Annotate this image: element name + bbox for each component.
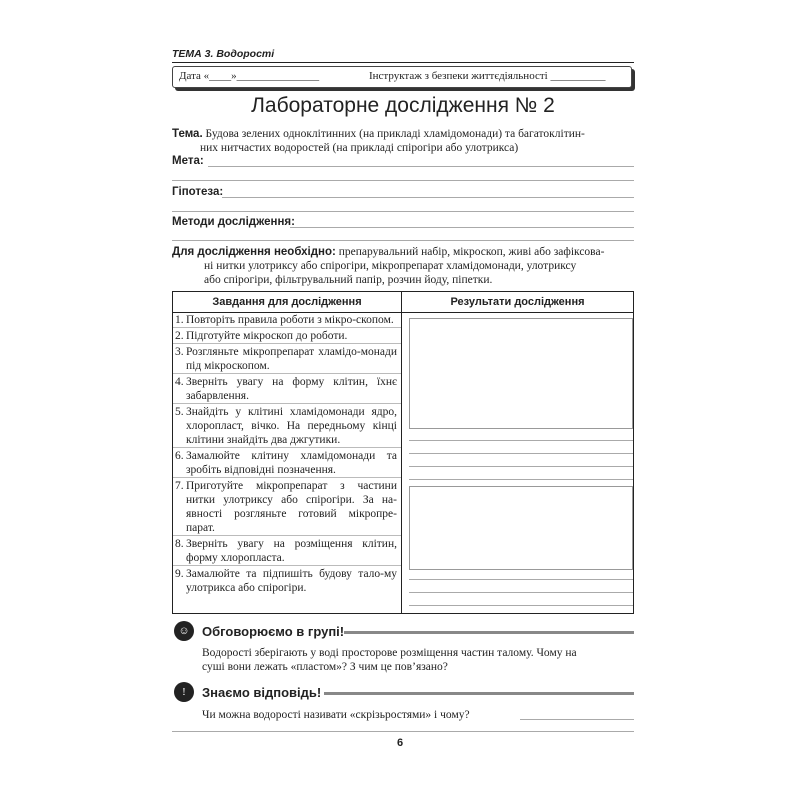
results-cell xyxy=(402,313,634,614)
page-title: Лабораторне дослідження № 2 xyxy=(251,94,555,117)
task-item xyxy=(173,479,401,536)
page-number: 6 xyxy=(396,737,404,749)
drawing-box-chlamydomonas[interactable] xyxy=(409,318,633,429)
task-number: 1. xyxy=(175,314,184,326)
result-line[interactable] xyxy=(409,592,633,593)
discuss-bar xyxy=(344,631,634,634)
result-line[interactable] xyxy=(409,479,633,480)
know-question: Чи можна водорості називати «скрізьростями» і чому? xyxy=(202,709,470,721)
result-line[interactable] xyxy=(409,440,633,441)
know-bar xyxy=(324,692,634,695)
task-item xyxy=(173,375,401,404)
result-line[interactable] xyxy=(409,605,633,606)
know-title: Знаємо відповідь! xyxy=(202,685,322,700)
info-box xyxy=(172,66,632,88)
know-answer-line-1[interactable] xyxy=(520,719,634,720)
task-number: 8. xyxy=(175,538,184,550)
equipment-line1: препарувальний набір, мікроскоп, живі або зафіксова- xyxy=(335,246,605,258)
task-item xyxy=(173,345,401,374)
hypothesis-line-2[interactable] xyxy=(172,211,634,212)
know-answer-line-2[interactable] xyxy=(172,731,634,732)
equipment-label: Для дослідження необхідно: xyxy=(172,246,336,258)
tasks-column-header: Завдання для дослідження xyxy=(173,292,402,313)
task-item xyxy=(173,567,401,595)
discuss-line2: суші вони лежать «пластом»? З чим це пов’язано? xyxy=(202,661,448,673)
theme-block xyxy=(172,127,634,155)
task-item xyxy=(173,329,401,344)
task-text: Підготуйте мікроскоп до роботи. xyxy=(186,330,348,342)
equipment-block xyxy=(172,245,634,287)
task-item xyxy=(173,313,401,328)
safety-label: Інструктаж з безпеки життєдіяльності __________ xyxy=(369,70,606,82)
task-text: Зверніть увагу на розміщення клітин, форму хлоропласта. xyxy=(186,538,397,564)
result-line[interactable] xyxy=(409,453,633,454)
task-text: Знайдіть у клітині хламідомонади ядро, хлоропласт, вічко. На передньому кінці клітини знайдіть два джгутики. xyxy=(186,406,397,446)
result-line[interactable] xyxy=(409,579,633,580)
lab-table xyxy=(172,291,634,614)
task-item xyxy=(173,405,401,448)
task-item xyxy=(173,537,401,566)
theme-line2: них нитчастих водоростей (на прикладі спірогіри або улотрикса) xyxy=(200,142,519,154)
discuss-text xyxy=(202,646,634,674)
theme-label: Тема. xyxy=(172,128,203,140)
task-text: Приготуйте мікропрепарат з частини нитки улотриксу або спірогіри. За на-явності розгляньте готовий мікропре-парат. xyxy=(186,480,397,534)
discuss-line1: Водорості зберігають у воді просторове розміщення частин талому. Чому на xyxy=(202,647,577,659)
task-number: 7. xyxy=(175,480,184,492)
task-text: Повторіть правила роботи з мікро-скопом. xyxy=(186,314,394,326)
goal-line-2[interactable] xyxy=(172,180,634,181)
task-number: 6. xyxy=(175,450,184,462)
task-text: Замалюйте клітину хламідомонади та зробіть відповідні позначення. xyxy=(186,450,397,476)
task-number: 2. xyxy=(175,330,184,342)
task-item xyxy=(173,449,401,478)
methods-line-2[interactable] xyxy=(172,240,634,241)
goal-line-1[interactable] xyxy=(208,166,634,167)
results-column-header: Результати дослідження xyxy=(402,292,634,313)
methods-line-1[interactable] xyxy=(290,227,634,228)
task-number: 3. xyxy=(175,346,184,358)
task-text: Розгляньте мікропрепарат хламідо-монади під мікроскопом. xyxy=(186,346,397,372)
equipment-line3: або спірогіри, фільтрувальний папір, розчин йоду, піпетки. xyxy=(204,274,493,286)
equipment-line2: ні нитки улотриксу або спірогіри, мікропрепарат хламідомонади, улотриксу xyxy=(204,260,577,272)
task-text: Замалюйте та підпишіть будову тало-му улотрикса або спірогіри. xyxy=(186,568,397,594)
exclamation-icon: ! xyxy=(174,682,194,702)
discuss-title: Обговорюємо в групі! xyxy=(202,624,345,639)
task-text: Зверніть увагу на форму клітин, їхнє забарвлення. xyxy=(186,376,397,402)
date-label: Дата «____»_______________ xyxy=(179,70,320,82)
topic-header: ТЕМА 3. Водорості xyxy=(172,48,275,60)
hypothesis-label: Гіпотеза: xyxy=(172,186,224,198)
tasks-cell xyxy=(173,313,402,614)
group-icon: ☺ xyxy=(174,621,194,641)
task-number: 4. xyxy=(175,376,184,388)
task-list xyxy=(173,313,401,595)
hypothesis-line-1[interactable] xyxy=(222,197,634,198)
header-rule xyxy=(172,62,634,63)
theme-line1: Будова зелених одноклітинних (на прикладі хламідомонади) та багатоклітин- xyxy=(205,128,585,140)
task-number: 5. xyxy=(175,406,184,418)
result-line[interactable] xyxy=(409,466,633,467)
methods-label: Методи дослідження: xyxy=(172,216,295,228)
drawing-box-ulothrix[interactable] xyxy=(409,486,633,570)
goal-label: Мета: xyxy=(172,155,204,167)
task-number: 9. xyxy=(175,568,184,580)
